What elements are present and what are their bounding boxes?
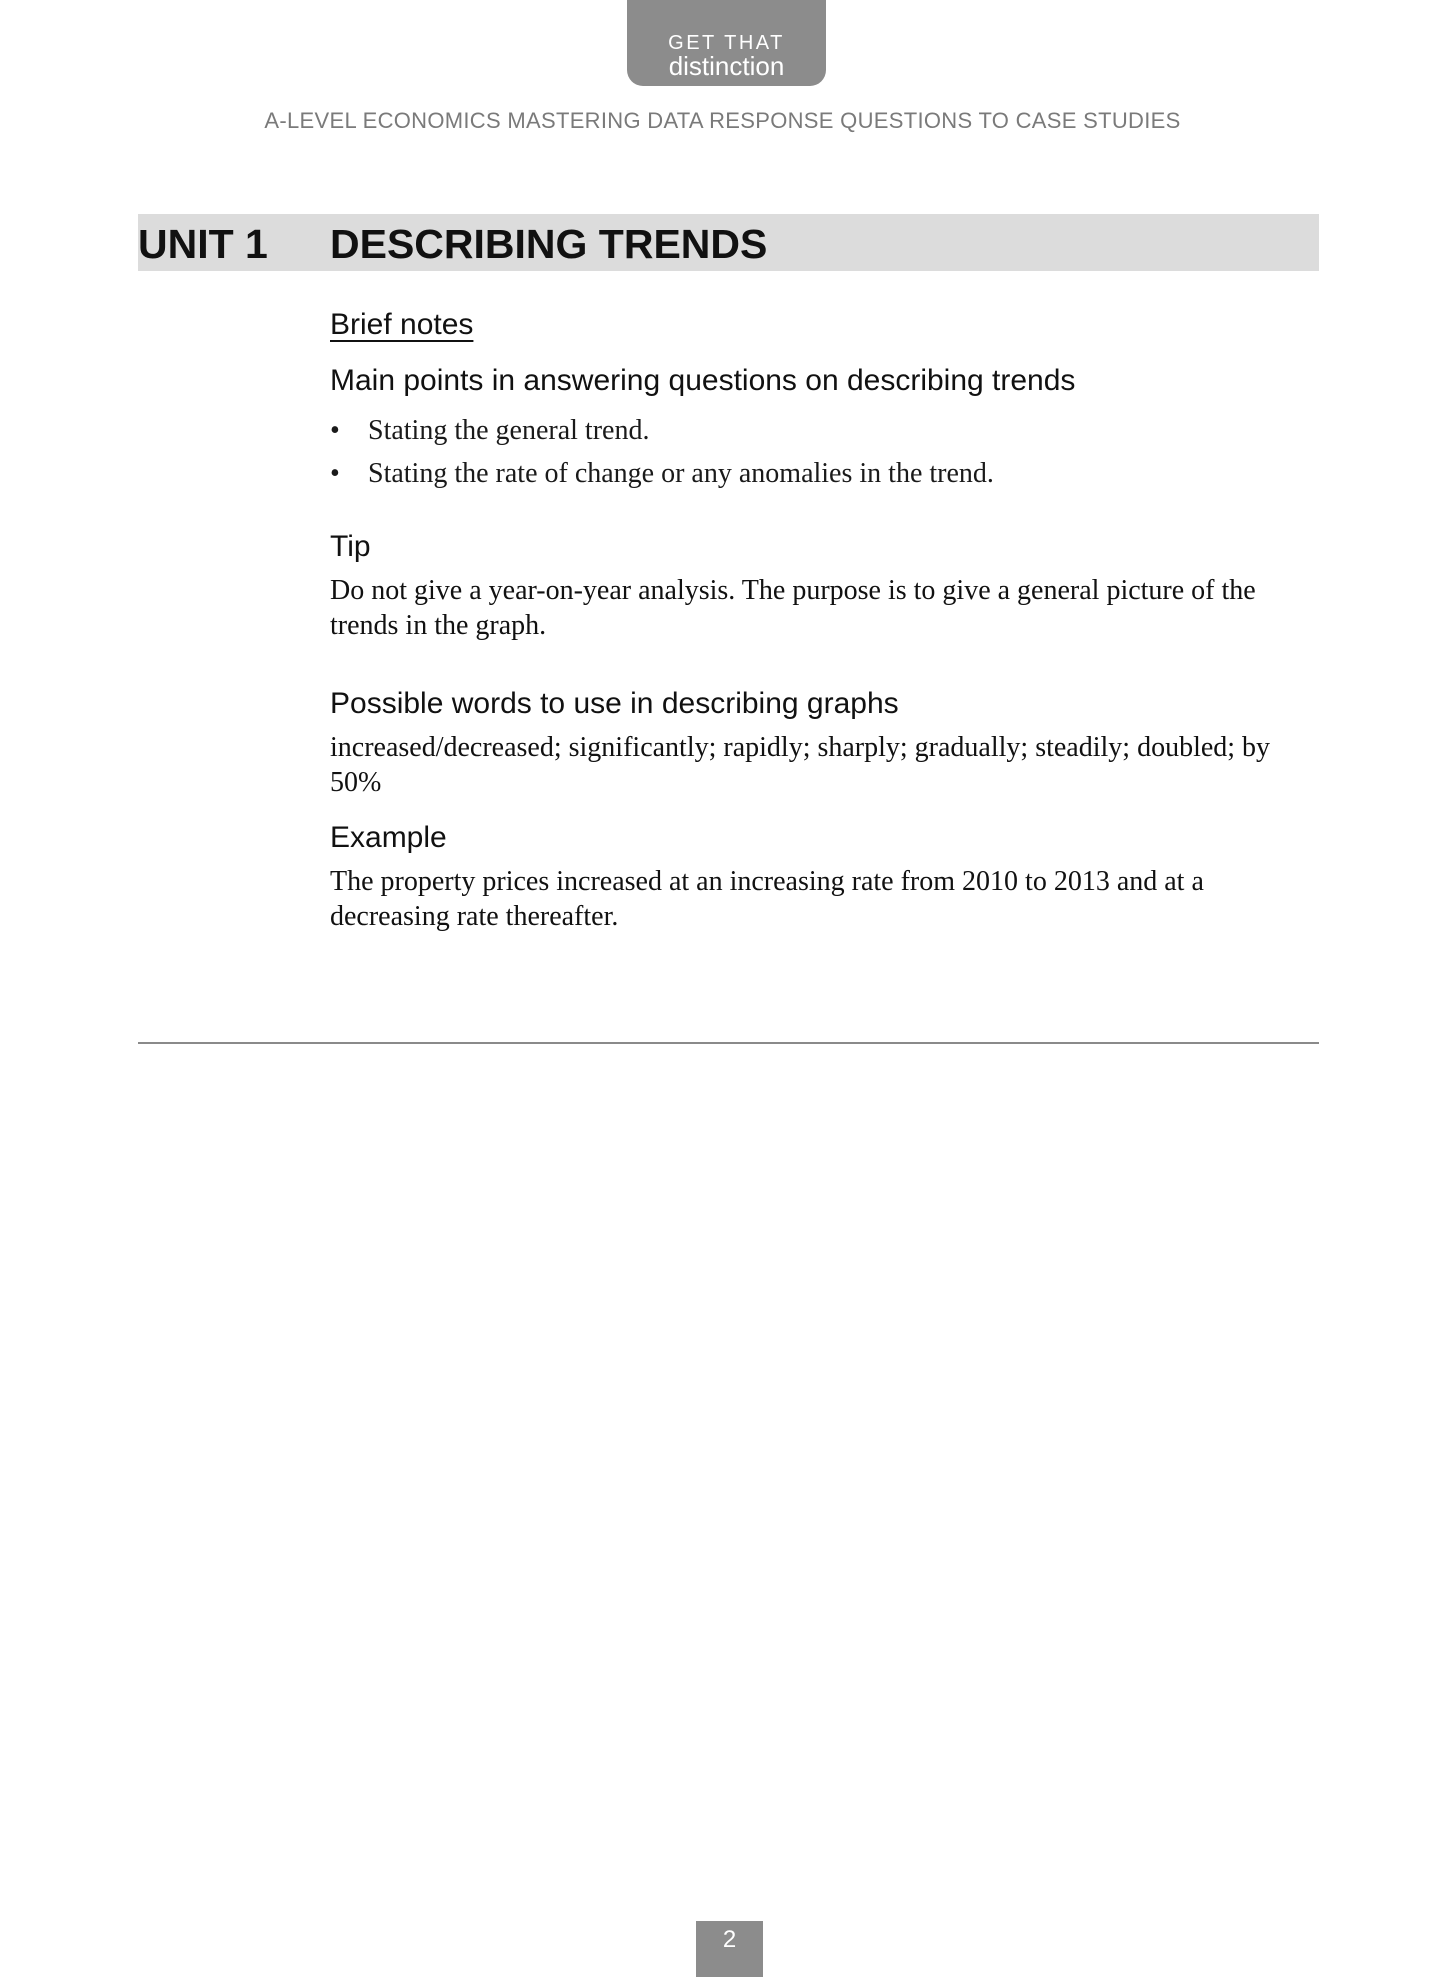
list-item-text: Stating the general trend. xyxy=(368,415,650,446)
page-number: 2 xyxy=(696,1921,763,1977)
bullet-icon: • xyxy=(330,458,340,489)
unit-label: UNIT 1 xyxy=(138,221,268,267)
brief-notes-heading: Brief notes xyxy=(330,308,474,341)
bullet-icon: • xyxy=(330,415,340,446)
brand-tab xyxy=(627,0,826,86)
possible-words-heading: Possible words to use in describing graphs xyxy=(330,687,899,720)
main-points-heading: Main points in answering questions on describing trends xyxy=(330,364,1076,397)
example-heading: Example xyxy=(330,821,447,854)
section-divider xyxy=(138,1042,1319,1044)
brand-line1: GET THAT xyxy=(668,32,785,54)
unit-title: DESCRIBING TRENDS xyxy=(330,221,768,267)
list-item xyxy=(330,413,994,448)
main-points-list xyxy=(330,413,994,499)
tip-heading: Tip xyxy=(330,530,371,563)
example-text: The property prices increased at an increasing rate from 2010 to 2013 and at a decreasing rate thereafter. xyxy=(330,866,1204,932)
brand-line2: distinction xyxy=(668,51,785,81)
possible-words-text: increased/decreased; significantly; rapidly; sharply; gradually; steadily; doubled; by 50% xyxy=(330,732,1271,798)
list-item-text: Stating the rate of change or any anomalies in the trend. xyxy=(368,458,994,489)
list-item xyxy=(330,456,994,491)
tip-text: Do not give a year-on-year analysis. The purpose is to give a general picture of the trends in the graph. xyxy=(330,575,1256,641)
running-header: A-LEVEL ECONOMICS MASTERING DATA RESPONSE QUESTIONS TO CASE STUDIES xyxy=(264,108,1181,133)
